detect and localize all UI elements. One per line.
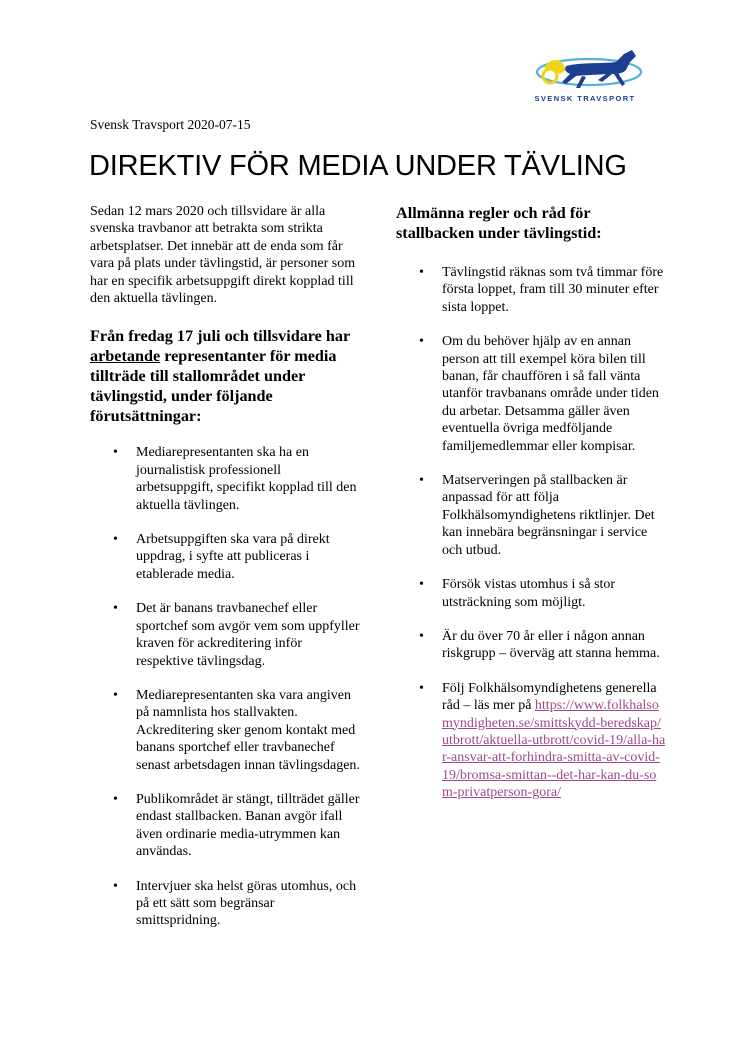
general-rules-heading: Allmänna regler och råd för stallbacken under tävlingstid: — [396, 204, 602, 242]
advice-text: Följ Folkhälsomyndighetens generella råd – läs mer på — [442, 680, 657, 714]
general-rules-list — [396, 264, 666, 802]
list-item: • Mediarepresentanten ska vara angiven på namnlista hos stallvakten. Ackreditering sker genom kontakt med banans sportchef eller travbanechef senast arbetsdagen innan tävlingsdagen. — [90, 687, 360, 774]
left-column — [90, 203, 360, 930]
list-item: • Om du behöver hjälp av en annan person att till exempel köra bilen till banan, får chauffören i så fall vänta utanför travbanans område under tiden du arbetar. Detsamma gäller även eventuella övriga medföljande familjemedlemmar eller kompisar. — [396, 333, 666, 455]
heading-part-2: representanter för media tillträde till stallområdet under tävlingstid, under följande förutsättningar: — [90, 347, 337, 426]
list-item: • Matserveringen på stallbacken är anpassad för att följa Folkhälsomyndighetens riktlinjer. Det kan innebära begränsningar i service och utbud. — [396, 472, 666, 559]
folkhalsomyndigheten-link[interactable]: https://www.folkhalsomyndigheten.se/smittskydd-beredskap/utbrott/aktuella-utbrott/covid-19/alla-har-ansvar-att-forhindra-smitta-av-covid-19/bromsa-smittan--det-har-kan-du-som-privatperson-gora/ — [442, 698, 666, 801]
list-item: • Är du över 70 år eller i någon annan riskgrupp – överväg att stanna hemma. — [396, 628, 666, 663]
svensk-travsport-logo — [526, 48, 644, 106]
heading-underlined-word: arbetande — [90, 347, 161, 366]
list-item — [396, 680, 666, 802]
right-column — [396, 203, 666, 802]
list-item: • Mediarepresentanten ska ha en journalistisk professionell arbetsuppgift, specifikt kopplad till den aktuella tävlingen. — [90, 444, 360, 514]
heading-part-1: Från fredag 17 juli och tillsvidare har — [90, 327, 350, 346]
logo-wordmark: SVENSK TRAVSPORT — [534, 94, 636, 103]
page-title: DIREKTIV FÖR MEDIA UNDER TÄVLING — [89, 150, 627, 182]
media-access-heading — [90, 326, 360, 426]
dateline: Svensk Travsport 2020-07-15 — [90, 117, 251, 132]
list-item: • Publikområdet är stängt, tillträdet gäller endast stallbacken. Banan avgör ifall även ordinarie media-utrymmen kan användas. — [90, 791, 360, 861]
list-item: • Tävlingstid räknas som två timmar före första loppet, fram till 30 minuter efter sista loppet. — [396, 264, 666, 316]
list-item: • Intervjuer ska helst göras utomhus, och på ett sätt som begränsar smittspridning. — [90, 878, 360, 930]
list-item: • Arbetsuppgiften ska vara på direkt uppdrag, i syfte att publiceras i etablerade media. — [90, 531, 360, 583]
list-item: • Försök vistas utomhus i så stor utsträckning som möjligt. — [396, 576, 666, 611]
list-item: • Det är banans travbanechef eller sportchef som avgör vem som uppfyller kraven för ackreditering inför respektive tävlingsdag. — [90, 600, 360, 670]
intro-paragraph: Sedan 12 mars 2020 och tillsvidare är alla svenska travbanor att betrakta som strikta arbetsplatser. Det innebär att de enda som får vara på plats under tävlingstid, är personer som har en specifik arbetsuppgift direkt kopplad till den aktuella tävlingen. — [90, 204, 356, 307]
media-conditions-list — [90, 444, 360, 929]
trotting-horse-icon — [526, 48, 644, 94]
